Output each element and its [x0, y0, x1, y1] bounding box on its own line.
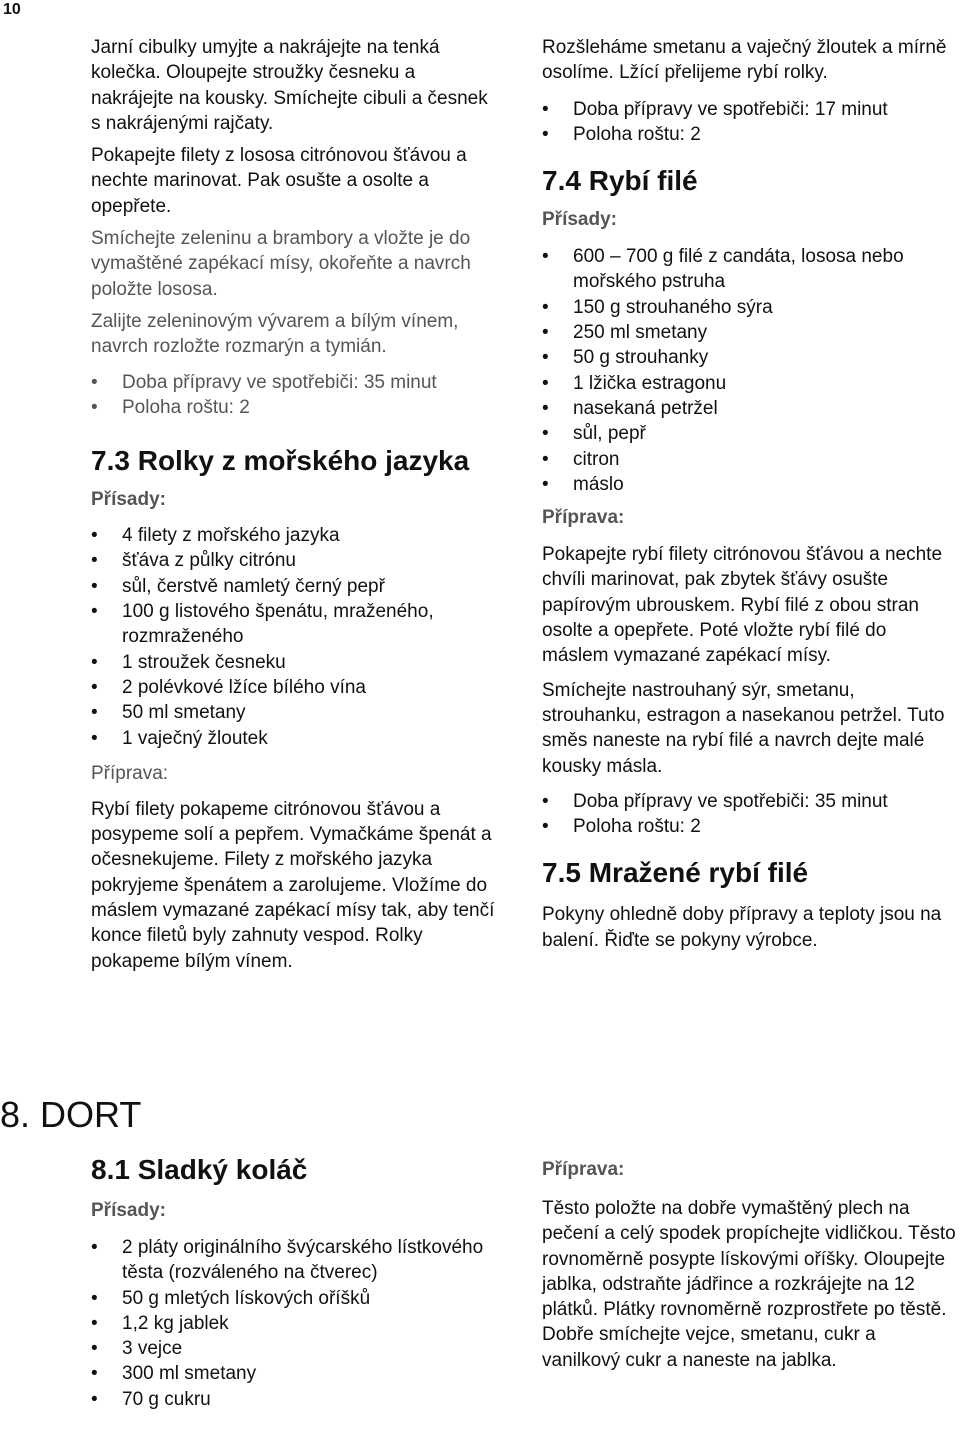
section-heading-8-1: 8.1 Sladký koláč: [91, 1154, 308, 1185]
paragraph: Pokapejte filety z lososa citrónovou šťávou a nechte marinovat. Pak osušte a osolte a opepřete.: [91, 145, 467, 217]
bullet-list: [91, 370, 501, 421]
list-item: • sůl, pepř: [542, 421, 957, 446]
ingredients-list: [542, 244, 957, 497]
paragraph: Pokapejte rybí filety citrónovou šťávou a nechte chvíli marinovat, pak zbytek šťávy osušte papírovým ubrouskem. Rybí filé z obou stran osolte a opepřete. Poté vložte rybí filé do máslem vymazané zapékací mísy.: [542, 544, 943, 667]
list-item: • 100 g listového špenátu, mraženého, rozmraženého: [91, 599, 501, 650]
list-item: • 1 stroužek česneku: [91, 650, 501, 675]
list-item: • Doba přípravy ve spotřebiči: 35 minut: [91, 370, 501, 395]
list-item: • Poloha roštu: 2: [542, 814, 957, 839]
paragraph: Smíchejte zeleninu a brambory a vložte je do vymaštěné zapékací mísy, okořeňte a navrch položte lososa.: [91, 228, 471, 300]
list-item: • Doba přípravy ve spotřebiči: 35 minut: [542, 789, 957, 814]
preparation-label: Příprava:: [91, 762, 169, 784]
preparation-label: Příprava:: [542, 1159, 625, 1180]
section-heading-7-5: 7.5 Mražené rybí filé: [542, 857, 809, 889]
paragraph: Rozšleháme smetanu a vaječný žloutek a mírně osolíme. Lžící přelijeme rybí rolky.: [542, 37, 947, 84]
left-column-bottom: [91, 1154, 501, 1412]
right-column-bottom: [542, 1157, 957, 1373]
list-item: • sůl, čerstvě namletý černý pepř: [91, 574, 501, 599]
list-item: • 4 filety z mořského jazyka: [91, 523, 501, 548]
list-item: • 50 ml smetany: [91, 700, 501, 725]
list-item: • Poloha roštu: 2: [542, 122, 957, 147]
right-column: [542, 35, 957, 953]
list-item: • nasekaná petržel: [542, 396, 957, 421]
preparation-label: Příprava:: [542, 507, 625, 529]
list-item: • 2 polévkové lžíce bílého vína: [91, 675, 501, 700]
list-item: • 600 – 700 g filé z candáta, lososa nebo mořského pstruha: [542, 244, 957, 295]
paragraph: Pokyny ohledně doby přípravy a teploty jsou na balení. Řiďte se pokyny výrobce.: [542, 904, 942, 951]
section-heading-7-4: 7.4 Rybí filé: [542, 165, 698, 197]
list-item: • 1 vaječný žloutek: [91, 726, 501, 751]
page-number: 10: [3, 1, 21, 18]
ingredients-label: Přísady:: [91, 1200, 166, 1221]
list-item: • 300 ml smetany: [91, 1361, 501, 1386]
list-item: • Doba přípravy ve spotřebiči: 17 minut: [542, 97, 957, 122]
ingredients-label: Přísady:: [91, 489, 166, 511]
bullet-list: [542, 789, 957, 840]
list-item: • citron: [542, 447, 957, 472]
left-column: [91, 35, 501, 974]
ingredients-list: [91, 523, 501, 751]
list-item: • 2 pláty originálního švýcarského lístkového těsta (rozváleného na čtverec): [91, 1235, 501, 1286]
list-item: • 3 vejce: [91, 1336, 501, 1361]
list-item: • 150 g strouhaného sýra: [542, 295, 957, 320]
list-item: • 1 lžička estragonu: [542, 371, 957, 396]
list-item: • šťáva z půlky citrónu: [91, 548, 501, 573]
paragraph: Zalijte zeleninovým vývarem a bílým vínem, navrch rozložte rozmarýn a tymián.: [91, 310, 459, 358]
paragraph: Jarní cibulky umyjte a nakrájejte na tenká kolečka. Oloupejte stroužky česneku a nakrájejte na kousky. Smíchejte cibuli a česnek s nakrájenými rajčaty.: [91, 37, 488, 134]
section-heading-7-3: 7.3 Rolky z mořského jazyka: [91, 445, 470, 477]
list-item: • 250 ml smetany: [542, 320, 957, 345]
list-item: • máslo: [542, 472, 957, 497]
paragraph: Smíchejte nastrouhaný sýr, smetanu, strouhanku, estragon a nasekanou petržel. Tuto směs naneste na rybí filé a navrch dejte malé kousky másla.: [542, 679, 945, 777]
bullet-list: [542, 97, 957, 148]
list-item: • 1,2 kg jablek: [91, 1311, 501, 1336]
chapter-heading: 8. DORT: [0, 1094, 142, 1135]
paragraph: Rybí filety pokapeme citrónovou šťávou a posypeme solí a pepřem. Vymačkáme špenát a očesnekujeme. Filety z mořského jazyka pokryjeme špenátem a zarolujeme. Vložíme do máslem vymazané zapékací mísy tak, aby tenčí konce filetů byly zahnuty vespod. Rolky pokapeme bílým vínem.: [91, 798, 495, 972]
ingredients-label: Přísady:: [542, 209, 617, 231]
paragraph: Těsto položte na dobře vymaštěný plech na pečení a celý spodek propíchejte vidličkou. Těsto rovnoměrně posypte lískovými oříšky. Oloupejte jablka, odstraňte jádřince a rozkrájejte na 12 plátků. Plátky rovnoměrně rozprostřete po těstě. Dobře smíchejte vejce, smetanu, cukr a vanilkový cukr a naneste na jablka.: [542, 1198, 956, 1371]
list-item: • Poloha roštu: 2: [91, 395, 501, 420]
list-item: • 50 g strouhanky: [542, 345, 957, 370]
list-item: • 70 g cukru: [91, 1387, 501, 1412]
list-item: • 50 g mletých lískových oříšků: [91, 1286, 501, 1311]
ingredients-list: [91, 1235, 501, 1412]
